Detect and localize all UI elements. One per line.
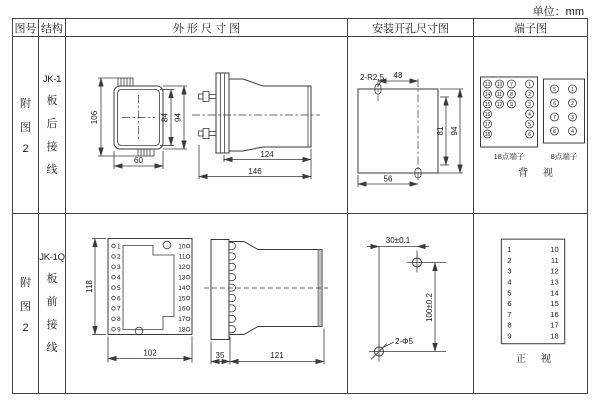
svg-text:4: 4 [528, 111, 531, 118]
svg-text:16: 16 [484, 111, 491, 118]
row2-structure-char1: 板 [46, 273, 58, 285]
svg-text:3: 3 [117, 264, 121, 272]
row2-side-dimensions [211, 329, 324, 365]
svg-text:14: 14 [178, 284, 186, 292]
row1-outline-cell [66, 37, 348, 214]
dim-100: 100±0.2 [425, 293, 434, 322]
row1-structure-cell [39, 37, 66, 214]
row2-structure [39, 214, 65, 393]
relay-side-flange [216, 73, 229, 153]
row2-structure-char3: 接 [46, 319, 58, 331]
svg-text:10: 10 [178, 243, 186, 251]
header-mounting-col: 安装开孔尺寸图 [348, 19, 474, 37]
svg-text:11: 11 [550, 255, 559, 265]
row1-structure-char1: 板 [46, 94, 58, 107]
svg-text:2: 2 [117, 253, 121, 261]
svg-text:9: 9 [510, 101, 513, 108]
svg-text:13: 13 [178, 274, 186, 282]
cover-profile [123, 246, 174, 330]
row2-mounting-cell [348, 214, 474, 393]
svg-text:4: 4 [117, 274, 121, 282]
svg-text:9: 9 [507, 331, 512, 341]
row2-front-dimensions [85, 239, 192, 363]
svg-text:18: 18 [484, 131, 491, 138]
row2-figure-char2: 图 [20, 300, 31, 313]
svg-text:18: 18 [178, 326, 186, 334]
dim-81: 81 [436, 126, 445, 136]
svg-text:2: 2 [571, 100, 574, 107]
terminal-block-8 [544, 79, 585, 143]
row1-structure-char4: 线 [46, 163, 58, 176]
svg-text:10: 10 [496, 81, 503, 88]
dim-84: 84 [160, 113, 170, 122]
svg-text:15: 15 [484, 101, 491, 108]
svg-text:8: 8 [117, 316, 121, 324]
dim-106: 106 [90, 110, 99, 125]
rear-view-label: 背 视 [518, 168, 559, 179]
svg-text:7: 7 [510, 81, 513, 88]
front-right-terminals [178, 243, 190, 333]
svg-text:17: 17 [178, 316, 186, 324]
svg-text:6: 6 [117, 295, 121, 303]
svg-text:5: 5 [507, 288, 512, 298]
svg-text:4: 4 [507, 277, 512, 287]
svg-text:14: 14 [484, 91, 491, 98]
row1-figure-char3: 2 [22, 143, 29, 155]
svg-text:1: 1 [528, 81, 531, 88]
panel-cutout [358, 79, 438, 183]
svg-text:7: 7 [553, 114, 556, 121]
svg-text:12: 12 [496, 101, 503, 108]
svg-text:1: 1 [507, 245, 512, 255]
svg-text:11: 11 [496, 91, 503, 98]
dim-94b: 94 [450, 126, 459, 136]
row1-figure-cell [13, 37, 39, 214]
row2-structure-cell [39, 214, 66, 393]
slot-radius-label: 2-R2.5 [360, 73, 385, 82]
svg-text:2: 2 [528, 91, 531, 98]
row2-figure-number [13, 214, 38, 393]
row2-mounting-dimensions [367, 236, 435, 352]
row2-figure-cell [13, 214, 39, 393]
row1-model-label: JK-1 [42, 73, 62, 85]
svg-text:3: 3 [507, 266, 512, 276]
label-18pt: 18点端子 [493, 152, 525, 161]
row1-terminal-cell [474, 37, 587, 214]
svg-text:13: 13 [550, 277, 559, 287]
dim-30: 30±0.1 [385, 236, 411, 245]
terminal-list-left [507, 245, 511, 340]
svg-text:7: 7 [507, 309, 512, 319]
svg-text:4: 4 [571, 128, 574, 135]
row2-terminal-drawing [474, 214, 587, 393]
header-outline-col: 外 形 尺 寸 图 [66, 19, 348, 37]
cutout-rect [358, 89, 438, 173]
header-structure-col: 结构 [39, 19, 66, 37]
dim-121: 121 [270, 351, 284, 360]
svg-text:6: 6 [553, 100, 556, 107]
svg-text:18: 18 [550, 331, 559, 341]
row2-figure-char3: 2 [22, 321, 29, 334]
row2-front-view [108, 239, 192, 335]
dim-35: 35 [215, 351, 225, 360]
front-view-label: 正 视 [516, 353, 558, 365]
svg-text:16: 16 [550, 309, 559, 319]
svg-text:15: 15 [550, 299, 559, 309]
row2-figure-char1: 附 [20, 276, 31, 289]
row2-outline-cell [66, 214, 348, 393]
svg-text:12: 12 [550, 266, 559, 276]
terminal-grid-8 [551, 85, 577, 135]
svg-text:5: 5 [553, 86, 556, 93]
dim-124: 124 [260, 150, 274, 159]
svg-text:13: 13 [484, 81, 491, 88]
row1-side-view [192, 73, 320, 153]
terminal-list-right [550, 245, 558, 340]
row1-front-view [114, 78, 163, 156]
row1-outline-drawing [66, 37, 347, 213]
svg-text:10: 10 [550, 245, 559, 255]
dim-60: 60 [134, 156, 143, 165]
top-terminal-block [118, 78, 133, 86]
svg-text:7: 7 [117, 305, 121, 313]
svg-text:3: 3 [528, 101, 531, 108]
front-mount-hole-bottom [135, 327, 143, 335]
row2-terminal-cell [474, 214, 587, 393]
svg-text:5: 5 [117, 284, 121, 292]
svg-text:1: 1 [571, 86, 574, 93]
svg-text:9: 9 [117, 326, 121, 334]
dim-146: 146 [248, 167, 262, 176]
bottom-terminal-block [138, 149, 154, 156]
row1-mounting-dimensions [358, 71, 463, 187]
label-8pt: 8点端子 [550, 152, 578, 161]
row1-structure-char3: 接 [46, 140, 58, 153]
mounting-stud-bottom [199, 129, 217, 139]
header-terminal-col: 端子图 [474, 19, 587, 37]
svg-text:6: 6 [507, 299, 512, 309]
svg-text:8: 8 [507, 320, 512, 330]
row1-figure-char1: 附 [20, 98, 31, 110]
side-front-plate [211, 240, 229, 340]
row2-model-label: JK-1Q [39, 252, 65, 263]
row1-mounting-drawing [348, 37, 473, 213]
mounting-stud-top [199, 92, 217, 102]
terminal-grid-18 [484, 80, 534, 138]
svg-text:5: 5 [528, 121, 531, 128]
row2-side-view [204, 240, 328, 340]
svg-text:15: 15 [178, 295, 186, 303]
svg-text:1: 1 [117, 243, 121, 251]
front-mount-hole-top [163, 241, 171, 249]
svg-text:14: 14 [550, 288, 559, 298]
row1-structure [39, 37, 65, 213]
svg-text:16: 16 [178, 305, 186, 313]
row1-figure-char2: 图 [20, 122, 31, 134]
row2-structure-char4: 线 [46, 342, 58, 354]
svg-text:8: 8 [553, 128, 556, 135]
svg-text:3: 3 [571, 114, 574, 121]
dim-94: 94 [173, 113, 183, 122]
datasheet-table [12, 18, 588, 394]
front-left-terminals [112, 243, 121, 333]
svg-text:12: 12 [178, 264, 186, 272]
svg-text:8: 8 [510, 91, 513, 98]
unit-label: 单位：mm [532, 6, 584, 18]
row2-outline-drawing [66, 214, 347, 393]
dim-56: 56 [383, 174, 393, 184]
dim-48: 48 [393, 71, 403, 80]
header-figure-col: 图号 [13, 19, 39, 37]
row1-figure-number [13, 37, 38, 213]
hole-dia-label: 2-Φ5 [395, 337, 413, 346]
mount-hole-top [407, 251, 446, 273]
dim-102: 102 [143, 348, 157, 358]
svg-text:6: 6 [528, 131, 531, 138]
row1-terminal-drawing [474, 37, 587, 213]
row1-mounting-cell [348, 37, 474, 214]
svg-text:17: 17 [550, 320, 559, 330]
svg-text:17: 17 [484, 121, 491, 128]
row1-structure-char2: 后 [46, 117, 58, 130]
dim-118: 118 [85, 280, 94, 293]
row2-mounting-drawing [348, 214, 473, 393]
row2-structure-char2: 前 [46, 296, 58, 308]
svg-text:11: 11 [178, 253, 186, 261]
svg-text:2: 2 [507, 255, 512, 265]
